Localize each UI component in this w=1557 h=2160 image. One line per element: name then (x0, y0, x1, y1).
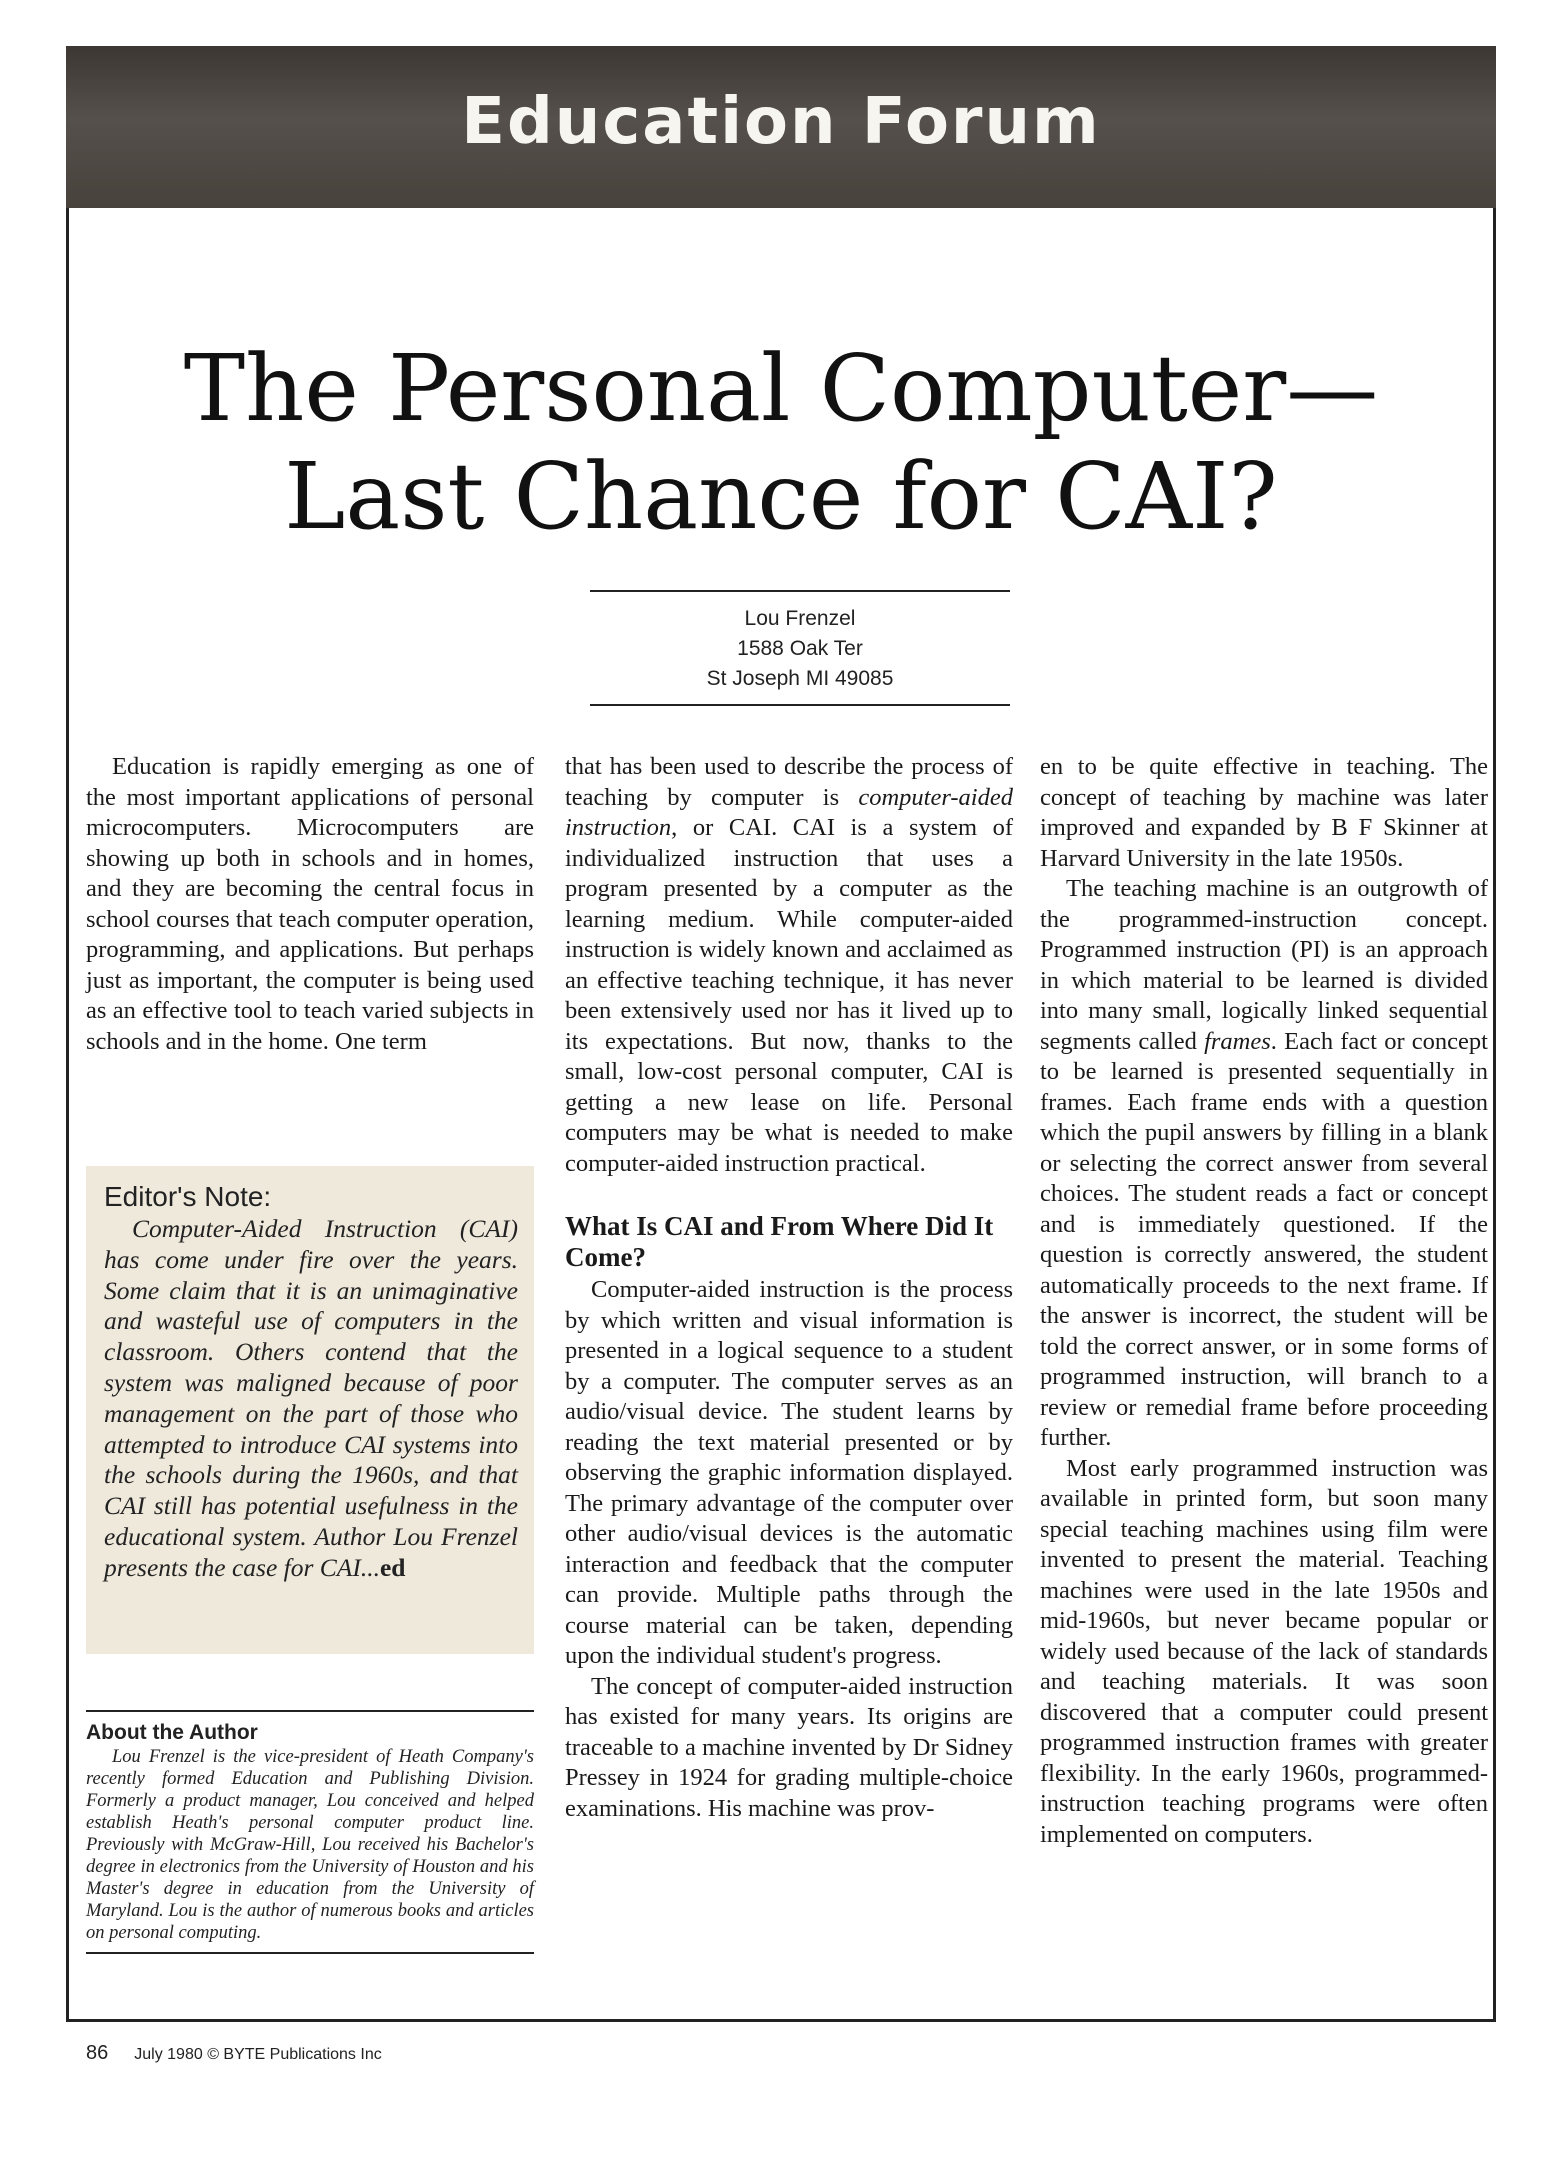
skinner-paragraph: en to be quite effective in teaching. The concept of teaching by machine was later improved and expanded by B F Skinner at Harvard University in the late 1950s. (1040, 753, 1488, 872)
editor-note-text (104, 1214, 518, 1584)
about-author-box (86, 1710, 534, 1954)
author-byline (590, 590, 1010, 706)
programmed-instruction-paragraph (1040, 874, 1488, 1454)
cai-history-paragraph: The concept of computer-aided instruction has existed for many years. Its origins are traceable to a machine invented by Dr Sidney Pressey in 1924 for grading multiple-choice examinations. His machine was prov- (565, 1672, 1013, 1822)
author-street: 1588 Oak Ter (737, 637, 863, 660)
author-city: St Joseph MI 49085 (706, 667, 894, 690)
term-emphasis: computer-aided instruction (565, 783, 1013, 841)
article-title-line-1: The Personal Computer— (183, 335, 1379, 442)
issue-credit: July 1980 © BYTE Publications Inc (134, 2046, 382, 2063)
about-author-title: About the Author (86, 1721, 258, 1744)
article-title (66, 335, 1496, 551)
section-title: Education Forum (461, 85, 1101, 159)
article-title-line-2: Last Chance for CAI? (284, 443, 1278, 550)
editor-note-box (86, 1166, 534, 1654)
teaching-machines-paragraph: Most early programmed instruction was available in printed form, but soon many special teaching machines using film were invented to present the material. Teaching machines were used in the late 1950s and mid-1960s, but never became popular or widely used because of the lack of standards and teaching materials. It was soon discovered that a computer could present programmed instruction frames with greater flexibility. In the early 1960s, programmed-instruction teaching programs were often implemented on computers. (1040, 1454, 1488, 1848)
editor-note-signature: ed (379, 1552, 406, 1582)
editor-note-title: Editor's Note: (104, 1181, 272, 1212)
column-1 (86, 752, 534, 1057)
intro-paragraph: Education is rapidly emerging as one of the most important applications of personal microcomputers. Microcomputers are showing up both in schools and in homes, and they are becoming the central focus in school courses that teach computer operation, programming, and applications. But perhaps just as important, the computer is being used as an effective tool to teach varied subjects in schools and in the home. One term (86, 753, 534, 1055)
editor-note-body: Computer-Aided Instruction (CAI) has come under fire over the years. Some claim that it is an unimaginative and wasteful use of computers in the classroom. Others contend that the system was maligned because of poor management on the part of those who attempted to introduce CAI systems into the schools during the 1960s, and that CAI still has potential usefulness in the educational system. Author Lou Frenzel presents the case for CAI... (104, 1214, 518, 1582)
section-banner (66, 46, 1496, 208)
page-number: 86 (86, 2042, 109, 2064)
column-3 (1040, 752, 1488, 1850)
text-span: The teaching machine is an outgrowth of the programmed-instruction concept. Programmed instruction (PI) is an approach in which material to be learned is divided into many small, logically linked sequential segments called (1040, 875, 1488, 1055)
text-span: that has been used to describe the process of teaching by computer is (565, 753, 1013, 811)
cai-process-paragraph: Computer-aided instruction is the process by which written and visual information is presented in a logical sequence to a student by a computer. The computer serves as an audio/visual device. The student learns by reading the text material presented or by observing the graphic information displayed. The primary advantage of the computer over other audio/visual devices is the automatic interaction and feedback that the computer can provide. Multiple paths through the course material can be taken, depending upon the individual student's progress. (565, 1276, 1013, 1669)
author-name: Lou Frenzel (744, 607, 856, 630)
column-2 (565, 752, 1013, 1824)
text-span: . Each fact or concept to be learned is presented sequentially in frames. Each frame ends with a question which the pupil answers by filling in a blank or selecting the correct answer from several choices. The student reads a fact or concept and is immediately questioned. If the question is correctly answered, the student automatically proceeds to the next frame. If the answer is incorrect, the student will be told the correct answer, or in some forms of programmed instruction, will branch to a review or remedial frame before proceeding further. (1040, 1027, 1488, 1451)
about-author-text: Lou Frenzel is the vice-president of Heath Company's recently formed Education and Publishing Division. Formerly a product manager, Lou conceived and helped establish Heath's personal computer product line. Previously with McGraw-Hill, Lou received his Bachelor's degree in electronics from the University of Houston and his Master's degree in education from the University of Maryland. Lou is the author of numerous books and articles on personal computing. (86, 1747, 534, 1943)
section-heading: What Is CAI and From Where Did It Come? (565, 1211, 994, 1272)
term-emphasis: frames (1204, 1027, 1271, 1055)
text-span: , or CAI. CAI is a system of individualized instruction that uses a program presented by a computer as the learning medium. While computer-aided instruction is widely known and acclaimed as an effective teaching technique, it has never been extensively used nor has it lived up to its expectations. But now, thanks to the small, low-cost personal computer, CAI is getting a new lease on life. Personal computers may be what is needed to make computer-aided instruction practical. (565, 814, 1013, 1177)
cai-definition-paragraph (565, 752, 1013, 1179)
page-footer (86, 2042, 382, 2065)
